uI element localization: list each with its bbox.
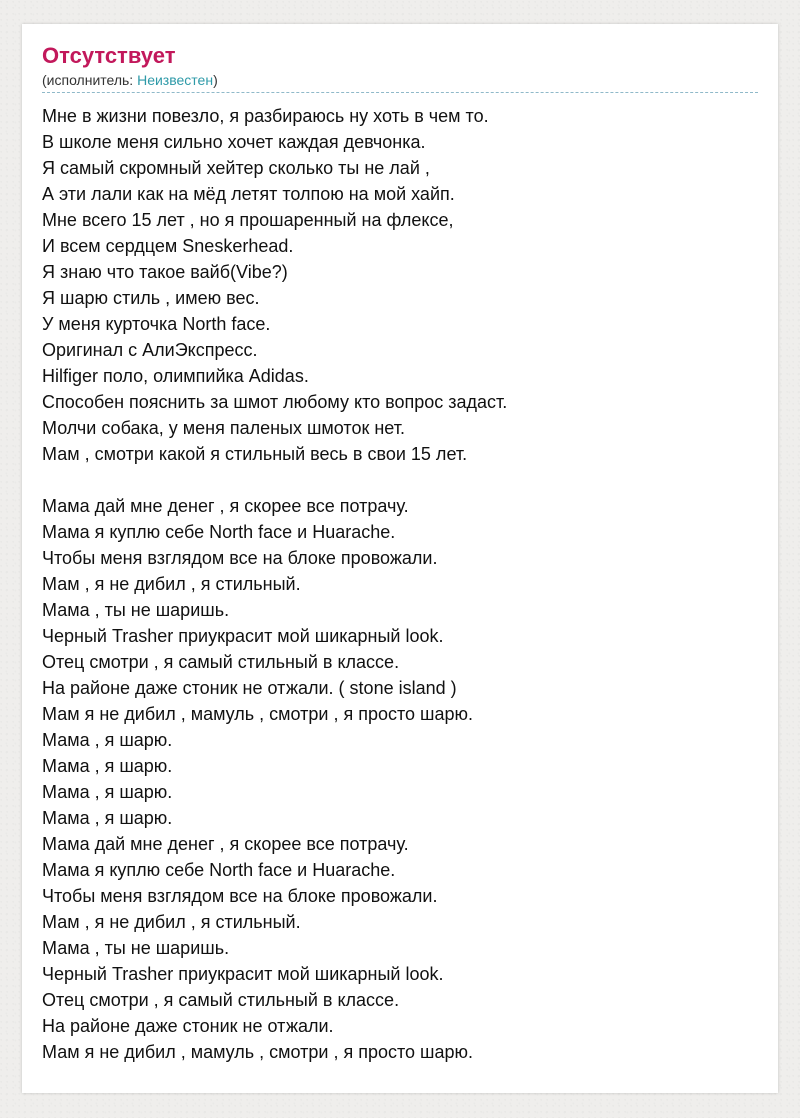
lyric-line: Черный Trasher приукрасит мой шикарный look. xyxy=(42,626,444,646)
lyric-line: Мам , смотри какой я стильный весь в свои 15 лет. xyxy=(42,444,468,464)
lyric-line: Отец смотри , я самый стильный в классе. xyxy=(42,652,400,672)
lyric-line: Способен пояснить за шмот любому кто вопрос задаст. xyxy=(42,392,508,412)
lyric-line: Мама дай мне денег , я скорее все потрачу. xyxy=(42,834,409,854)
artist-suffix: ) xyxy=(213,72,218,88)
lyric-line: Молчи собака, у меня паленых шмоток нет. xyxy=(42,418,405,438)
lyric-line: На районе даже стоник не отжали. xyxy=(42,1016,334,1036)
lyric-line: Отец смотри , я самый стильный в классе. xyxy=(42,990,400,1010)
lyric-line: Я шарю стиль , имею вес. xyxy=(42,288,260,308)
lyric-line: Мам я не дибил , мамуль , смотри , я просто шарю. xyxy=(42,1042,473,1062)
lyric-line: Мама дай мне денег , я скорее все потрачу. xyxy=(42,496,409,516)
lyric-line: Мама , я шарю. xyxy=(42,782,173,802)
song-title: Отсутствует xyxy=(42,43,176,68)
lyric-line: Мама , я шарю. xyxy=(42,730,173,750)
lyric-line: Оригинал с АлиЭкспресс. xyxy=(42,340,258,360)
lyric-line: У меня курточка North face. xyxy=(42,314,271,334)
lyric-line: Мама я куплю себе North face и Huarache. xyxy=(42,522,396,542)
lyric-line: Мама я куплю себе North face и Huarache. xyxy=(42,860,396,880)
artist-prefix: (исполнитель: xyxy=(42,72,138,88)
lyric-line: Мне в жизни повезло, я разбираюсь ну хоть в чем то. xyxy=(42,106,489,126)
lyric-line: Чтобы меня взглядом все на блоке провожали. xyxy=(42,886,438,906)
lyric-line: Я самый скромный хейтер сколько ты не лай , xyxy=(42,158,430,178)
lyric-line: В школе меня сильно хочет каждая девчонка. xyxy=(42,132,426,152)
artist-line xyxy=(42,71,758,93)
artist-link[interactable]: Неизвестен xyxy=(137,72,214,88)
lyric-line: Мам , я не дибил , я стильный. xyxy=(42,912,301,932)
lyric-line: Мам , я не дибил , я стильный. xyxy=(42,574,301,594)
lyric-line: Мама , ты не шаришь. xyxy=(42,600,230,620)
verse-gap xyxy=(42,467,758,493)
lyric-line: Мам я не дибил , мамуль , смотри , я просто шарю. xyxy=(42,704,473,724)
lyric-line: Чтобы меня взглядом все на блоке провожали. xyxy=(42,548,438,568)
lyric-line: Мне всего 15 лет , но я прошаренный на флексе, xyxy=(42,210,454,230)
lyric-line: Черный Trasher приукрасит мой шикарный look. xyxy=(42,964,444,984)
lyrics-body xyxy=(42,103,758,1065)
lyric-line: Мама , ты не шаришь. xyxy=(42,938,230,958)
lyric-line: И всем сердцем Sneskerhead. xyxy=(42,236,294,256)
lyric-line: Hilfiger поло, олимпийка Adidas. xyxy=(42,366,309,386)
lyric-line: Мама , я шарю. xyxy=(42,756,173,776)
lyric-line: А эти лали как на мёд летят толпою на мой хайп. xyxy=(42,184,455,204)
lyrics-card xyxy=(22,24,778,1093)
lyric-line: На районе даже стоник не отжали. ( stone island ) xyxy=(42,678,457,698)
lyric-line: Я знаю что такое вайб(Vibe?) xyxy=(42,262,288,282)
lyric-line: Мама , я шарю. xyxy=(42,808,173,828)
